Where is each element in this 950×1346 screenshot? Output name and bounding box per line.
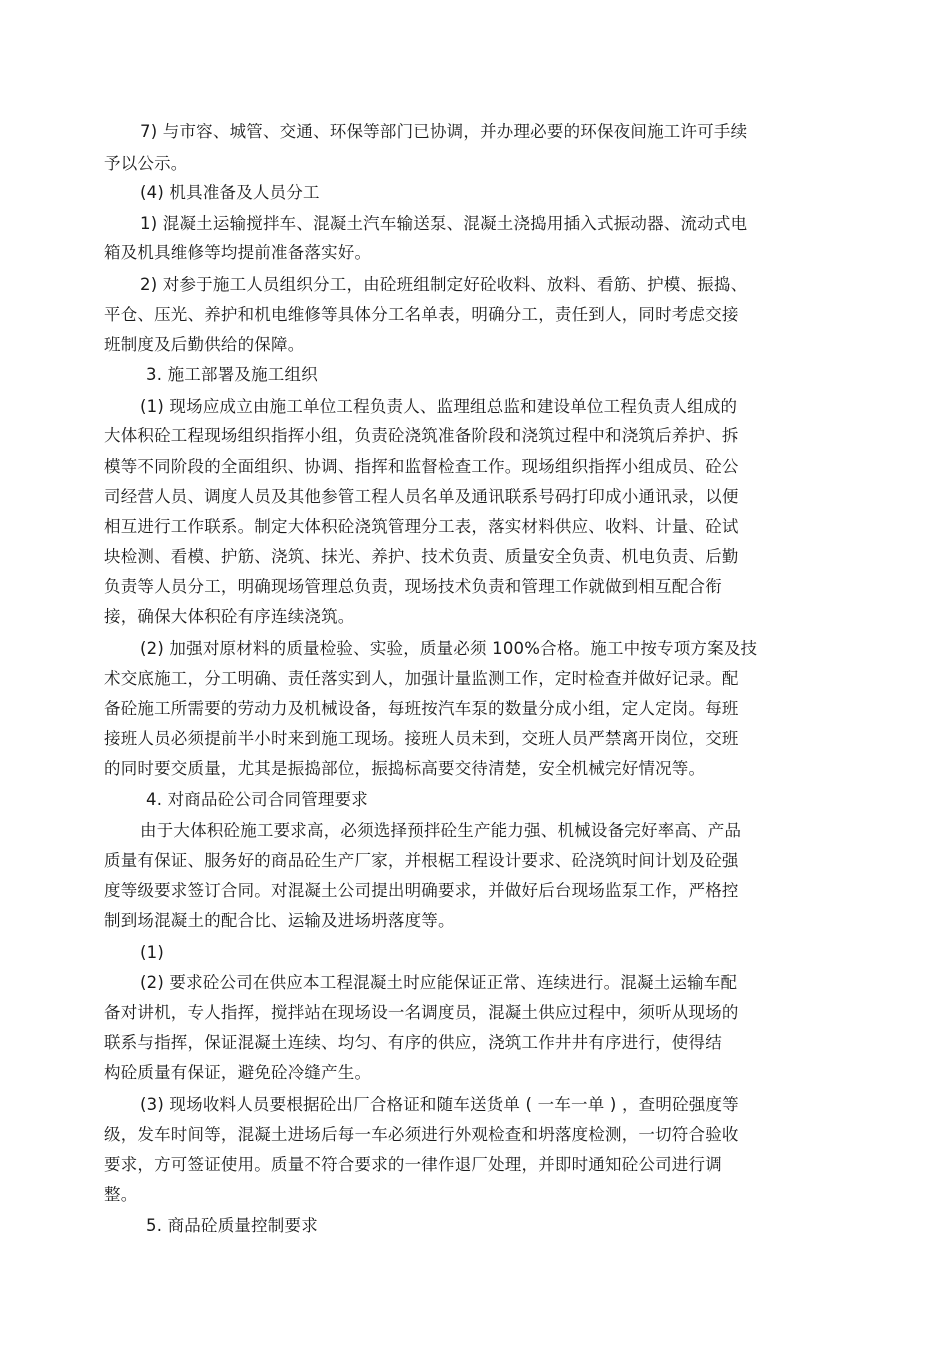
text-line: 整。 <box>104 1185 138 1204</box>
text-line: (2) 要求砼公司在供应本工程混凝土时应能保证正常、连续进行。混凝土运输车配 <box>140 973 738 992</box>
text-line: 予以公示。 <box>104 154 188 173</box>
text-line: 2) 对参于施工人员组织分工，由砼班组制定好砼收料、放料、看筋、护模、振捣、 <box>140 275 748 294</box>
text-line: (1) 现场应成立由施工单位工程负责人、监理组总监和建设单位工程负责人组成的 <box>140 397 738 416</box>
text-line: 级，发车时间等，混凝土进场后每一车必须进行外观检查和坍落度检测，一切符合验收 <box>104 1125 739 1144</box>
section-heading: 4. 对商品砼公司合同管理要求 <box>146 790 368 809</box>
text-line: 术交底施工，分工明确、责任落实到人，加强计量监测工作，定时检查并做好记录。配 <box>104 669 739 688</box>
text-line: (2) 加强对原材料的质量检验、实验，质量必须 100%合格。施工中按专项方案及技 <box>140 639 758 658</box>
text-line: 箱及机具维修等均提前准备落实好。 <box>104 243 372 262</box>
text-line: 1) 混凝土运输搅拌车、混凝土汽车输送泵、混凝土浇捣用插入式振动器、流动式电 <box>140 214 748 233</box>
text-line: 要求，方可签证使用。质量不符合要求的一律作退厂处理，并即时通知砼公司进行调 <box>104 1155 722 1174</box>
text-line: 相互进行工作联系。制定大体积砼浇筑管理分工表，落实材料供应、收料、计量、砼试 <box>104 517 739 536</box>
text-line: 度等级要求签订合同。对混凝土公司提出明确要求，并做好后台现场监泵工作，严格控 <box>104 881 739 900</box>
text-line: 质量有保证、服务好的商品砼生产厂家，并根椐工程设计要求、砼浇筑时间计划及砼强 <box>104 851 739 870</box>
text-line: 接，确保大体积砼有序连续浇筑。 <box>104 607 355 626</box>
text-line: 班制度及后勤供给的保障。 <box>104 335 305 354</box>
text-line: 接班人员必须提前半小时来到施工现场。接班人员未到，交班人员严禁离开岗位，交班 <box>104 729 739 748</box>
text-line: 由于大体积砼施工要求高，必须选择预拌砼生产能力强、机械设备完好率高、产品 <box>140 821 742 840</box>
text-line: 司经营人员、调度人员及其他参管工程人员名单及通讯联系号码打印成小通讯录，以便 <box>104 487 739 506</box>
text-line: 备对讲机，专人指挥，搅拌站在现场设一名调度员，混凝土供应过程中，须听从现场的 <box>104 1003 739 1022</box>
text-line: 模等不同阶段的全面组织、协调、指挥和监督检查工作。现场组织指挥小组成员、砼公 <box>104 457 739 476</box>
section-heading: 5. 商品砼质量控制要求 <box>146 1216 318 1235</box>
text-line: 联系与指挥，保证混凝土连续、均匀、有序的供应，浇筑工作井井有序进行，使得结 <box>104 1033 722 1052</box>
section-heading: (4) 机具准备及人员分工 <box>140 183 320 202</box>
text-line: 7) 与市容、城管、交通、环保等部门已协调，并办理必要的环保夜间施工许可手续 <box>140 122 748 141</box>
section-heading: 3. 施工部署及施工组织 <box>146 365 318 384</box>
text-line: (1) <box>140 943 164 962</box>
text-line: 备砼施工所需要的劳动力及机械设备，每班按汽车泵的数量分成小组，定人定岗。每班 <box>104 699 739 718</box>
text-line: 负责等人员分工，明确现场管理总负责，现场技术负责和管理工作就做到相互配合衔 <box>104 577 722 596</box>
text-line: (3) 现场收料人员要根据砼出厂合格证和随车送货单 ( 一车一单 ) ，查明砼强度等 <box>140 1095 739 1114</box>
text-line: 平仓、压光、养护和机电维修等具体分工名单表，明确分工，责任到人，同时考虑交接 <box>104 305 739 324</box>
text-line: 块检测、看模、护筋、浇筑、抹光、养护、技术负责、质量安全负责、机电负责、后勤 <box>104 547 739 566</box>
text-line: 制到场混凝土的配合比、运输及进场坍落度等。 <box>104 911 455 930</box>
text-line: 大体积砼工程现场组织指挥小组，负责砼浇筑准备阶段和浇筑过程中和浇筑后养护、拆 <box>104 426 739 445</box>
text-line: 的同时要交质量，尤其是振捣部位，振捣标高要交待清楚，安全机械完好情况等。 <box>104 759 706 778</box>
text-line: 构砼质量有保证，避免砼冷缝产生。 <box>104 1063 372 1082</box>
